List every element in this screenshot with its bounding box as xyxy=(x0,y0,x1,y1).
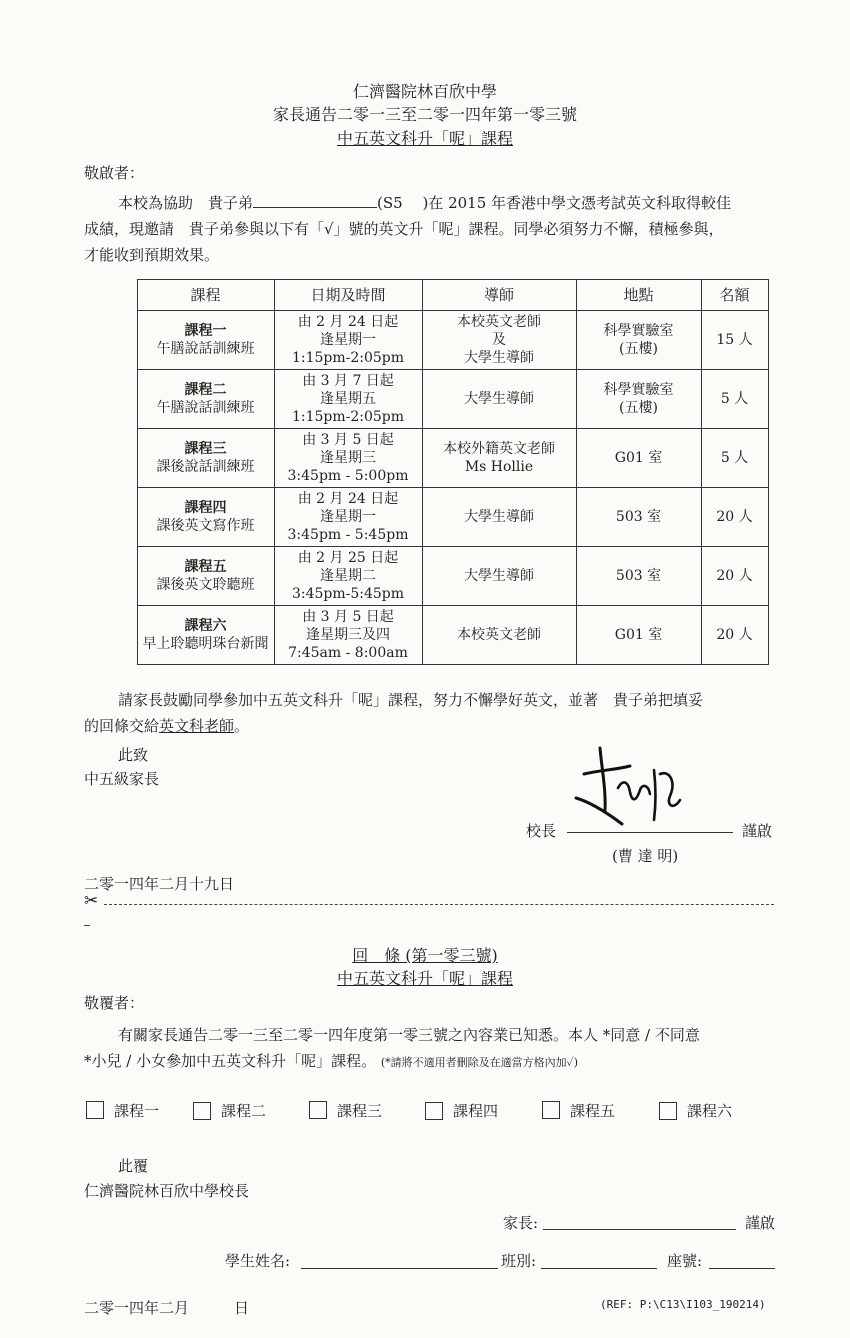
venue-cell xyxy=(576,547,701,606)
course-cell-line: 課程四 xyxy=(184,500,227,516)
student-name-label: 學生姓名: xyxy=(225,1252,291,1270)
intro-line1-b: (S5 )在 2015 年香港中學文憑考試英文科取得較佳 xyxy=(377,194,732,212)
checkbox-label: 課程四 xyxy=(453,1102,499,1120)
reply-date: 二零一四年二月 日 xyxy=(84,1299,250,1317)
salutation: 敬啟者： xyxy=(84,164,145,182)
quota-cell-line: 15 人 xyxy=(716,332,753,348)
tutor-cell-line: 本校外籍英文老師 xyxy=(443,441,555,457)
seat-field[interactable] xyxy=(709,1268,775,1269)
datetime-cell-line: 1:15pm-2:05pm xyxy=(291,409,405,425)
tutor-cell-line: 本校英文老師 xyxy=(457,314,541,330)
datetime-cell-line: 由 3 月 5 日起 xyxy=(302,609,394,625)
datetime-cell xyxy=(274,429,422,488)
datetime-cell-line: 逢星期一 xyxy=(320,332,376,348)
class-field[interactable] xyxy=(541,1268,657,1269)
notice-number: 家長通告二零一三至二零一四年第一零三號 xyxy=(272,105,577,124)
table-row xyxy=(85,488,768,547)
checkbox-course-5[interactable] xyxy=(542,1101,560,1119)
tutor-cell-line: 大學生導師 xyxy=(464,568,534,584)
quota-cell xyxy=(701,488,768,547)
venue-cell-line: 503 室 xyxy=(615,509,662,525)
dash-fragment xyxy=(84,925,90,926)
reply-salutation: 敬覆者： xyxy=(84,994,145,1012)
reply-line2: *小兒 / 小女參加中五英文科升「呢」課程。 xyxy=(84,1052,377,1070)
course-title: 中五英文科升「呢」課程 xyxy=(336,129,513,148)
seat-label: 座號: xyxy=(667,1252,703,1270)
datetime-cell-line: 3:45pm-5:45pm xyxy=(291,586,405,602)
header-datetime: 日期及時間 xyxy=(274,280,422,311)
quota-cell xyxy=(701,606,768,665)
checkbox-label: 課程一 xyxy=(114,1102,160,1120)
closing-line1: 請家長鼓勵同學參加中五英文科升「呢」課程，努力不懈學好英文，並著 貴子弟把填妥 xyxy=(118,691,704,709)
principal-name: (曹 達 明) xyxy=(612,847,679,865)
datetime-cell-line: 由 2 月 24 日起 xyxy=(297,491,399,507)
datetime-cell-line: 3:45pm - 5:00pm xyxy=(287,468,409,484)
venue-cell-line: G01 室 xyxy=(614,627,663,643)
datetime-cell-line: 逢星期三 xyxy=(320,450,376,466)
tutor-cell-line: 及 xyxy=(492,332,506,348)
datetime-cell xyxy=(274,370,422,429)
course-cell-line: 午膳說話訓練班 xyxy=(156,341,255,357)
class-label: 班別: xyxy=(501,1252,537,1270)
course-cell xyxy=(137,547,274,606)
student-name-field[interactable] xyxy=(301,1268,498,1269)
datetime-cell xyxy=(274,311,422,370)
venue-cell xyxy=(576,370,701,429)
tutor-cell-line: 大學生導師 xyxy=(464,391,534,407)
venue-cell-line: 科學實驗室 xyxy=(603,382,674,398)
tutor-cell-line: 本校英文老師 xyxy=(457,627,541,643)
venue-cell xyxy=(576,488,701,547)
datetime-cell-line: 1:15pm-2:05pm xyxy=(291,350,405,366)
reply-title: 回 條 (第一零三號) xyxy=(352,946,498,965)
header-venue: 地點 xyxy=(576,280,701,311)
quota-cell xyxy=(701,311,768,370)
tutor-cell xyxy=(422,429,576,488)
parent-signature-field[interactable] xyxy=(543,1229,736,1230)
course-cell xyxy=(137,370,274,429)
course-cell-line: 課程二 xyxy=(184,382,227,398)
reply-to: 仁濟醫院林百欣中學校長 xyxy=(84,1182,250,1200)
cut-line xyxy=(84,891,774,911)
principal-signature xyxy=(570,740,690,832)
checkbox-course-6[interactable] xyxy=(659,1102,677,1120)
datetime-cell xyxy=(274,606,422,665)
header-quota: 名額 xyxy=(701,280,768,311)
venue-cell xyxy=(576,311,701,370)
quota-cell-line: 5 人 xyxy=(720,391,749,407)
checkbox-label: 課程二 xyxy=(221,1102,267,1120)
course-cell-line: 課程六 xyxy=(184,618,227,634)
quota-cell xyxy=(701,370,768,429)
reply-line1: 有關家長通告二零一三至二零一四年度第一零三號之內容業已知悉。本人 *同意 / 不同意 xyxy=(118,1026,700,1044)
reference-code: (REF: P:\C13\I103_190214) xyxy=(600,1298,766,1311)
reply-paragraph xyxy=(84,1022,784,1076)
course-cell-line: 課後說話訓練班 xyxy=(156,459,255,475)
intro-line2: 成績，現邀請 貴子弟參與以下有「√」號的英文升「呢」課程。同學必須努力不懈，積極參與， xyxy=(84,220,724,238)
tick-column-header xyxy=(85,280,137,311)
course-cell-line: 課後英文聆聽班 xyxy=(156,577,255,593)
tick-cell[interactable] xyxy=(85,311,137,370)
datetime-cell xyxy=(274,547,422,606)
course-cell-line: 課程一 xyxy=(184,323,227,339)
checkbox-label: 課程五 xyxy=(570,1102,616,1120)
datetime-cell xyxy=(274,488,422,547)
datetime-cell-line: 逢星期五 xyxy=(320,391,376,407)
tutor-cell xyxy=(422,547,576,606)
course-schedule-table xyxy=(85,279,769,665)
checkbox-label: 課程六 xyxy=(687,1102,733,1120)
venue-cell-line: (五樓) xyxy=(619,400,658,416)
principal-respect: 謹啟 xyxy=(742,822,773,840)
table-row xyxy=(85,370,768,429)
venue-cell-line: 科學實驗室 xyxy=(603,323,674,339)
addressee: 中五級家長 xyxy=(84,770,160,788)
tutor-cell xyxy=(422,488,576,547)
closing-paragraph xyxy=(84,687,784,739)
tick-cell[interactable] xyxy=(85,547,137,606)
reply-note: (*請將不適用者刪除及在適當方格內加✓) xyxy=(380,1056,579,1069)
quota-cell xyxy=(701,547,768,606)
table-row xyxy=(85,547,768,606)
course-cell xyxy=(137,488,274,547)
intro-paragraph xyxy=(84,190,784,268)
datetime-cell-line: 逢星期一 xyxy=(320,509,376,525)
quota-cell-line: 20 人 xyxy=(716,627,753,643)
datetime-cell-line: 由 3 月 5 日起 xyxy=(302,432,394,448)
closing-line2-end: 。 xyxy=(234,717,250,735)
datetime-cell-line: 由 2 月 24 日起 xyxy=(297,314,399,330)
signature-line xyxy=(567,832,733,833)
datetime-cell-line: 3:45pm - 5:45pm xyxy=(287,527,409,543)
datetime-cell-line: 由 3 月 7 日起 xyxy=(302,373,394,389)
scissors-icon: ✂ xyxy=(84,891,99,911)
tick-cell[interactable] xyxy=(85,488,137,547)
school-name: 仁濟醫院林百欣中學 xyxy=(352,82,497,101)
course-cell xyxy=(137,429,274,488)
table-row xyxy=(85,429,768,488)
course-cell-line: 課程五 xyxy=(184,559,227,575)
yours-text: 此致 xyxy=(118,746,149,764)
tutor-cell xyxy=(422,606,576,665)
course-cell xyxy=(137,311,274,370)
header-tutor: 導師 xyxy=(422,280,576,311)
datetime-cell-line: 7:45am - 8:00am xyxy=(288,645,408,661)
course-cell-line: 課後英文寫作班 xyxy=(156,518,255,534)
checkbox-label: 課程三 xyxy=(337,1102,383,1120)
table-row xyxy=(85,311,768,370)
datetime-cell-line: 由 2 月 25 日起 xyxy=(297,550,399,566)
venue-cell-line: (五樓) xyxy=(619,341,658,357)
venue-cell xyxy=(576,606,701,665)
venue-cell-line: G01 室 xyxy=(614,450,663,466)
reply-respect: 謹啟 xyxy=(745,1214,776,1232)
quota-cell-line: 5 人 xyxy=(720,450,749,466)
tutor-cell-line: 大學生導師 xyxy=(464,509,534,525)
student-name-blank[interactable] xyxy=(253,193,377,208)
course-cell xyxy=(137,606,274,665)
table-row xyxy=(85,606,768,665)
reply-subtitle: 中五英文科升「呢」課程 xyxy=(336,969,513,988)
closing-line2: 的回條交給 xyxy=(84,717,160,735)
tutor-cell xyxy=(422,370,576,429)
principal-label: 校長 xyxy=(526,822,557,840)
intro-line1-a: 本校為協助 貴子弟 xyxy=(118,194,254,212)
quota-cell-line: 20 人 xyxy=(716,509,753,525)
checkbox-course-2[interactable] xyxy=(193,1102,211,1120)
tutor-cell-line: 大學生導師 xyxy=(464,350,534,366)
checkbox-course-1[interactable] xyxy=(86,1101,104,1119)
datetime-cell-line: 逢星期二 xyxy=(320,568,376,584)
dashed-divider xyxy=(104,904,774,905)
tick-cell[interactable] xyxy=(85,606,137,665)
reply-yours: 此覆 xyxy=(118,1157,149,1175)
tick-cell[interactable] xyxy=(85,370,137,429)
tick-cell[interactable] xyxy=(85,429,137,488)
venue-cell-line: 503 室 xyxy=(615,568,662,584)
quota-cell-line: 20 人 xyxy=(716,568,753,584)
venue-cell xyxy=(576,429,701,488)
datetime-cell-line: 逢星期三及四 xyxy=(306,627,390,643)
tutor-cell-line: Ms Hollie xyxy=(464,459,534,475)
course-cell-line: 午膳說話訓練班 xyxy=(156,400,255,416)
quota-cell xyxy=(701,429,768,488)
header-course: 課程 xyxy=(137,280,274,311)
course-cell-line: 課程三 xyxy=(184,441,227,457)
english-teacher-text: 英文科老師 xyxy=(159,717,235,735)
tutor-cell xyxy=(422,311,576,370)
table-header-row xyxy=(85,280,768,311)
notice-date: 二零一四年二月十九日 xyxy=(84,875,235,893)
intro-line3: 才能收到預期效果。 xyxy=(84,246,220,264)
checkbox-course-4[interactable] xyxy=(425,1102,443,1120)
checkbox-course-3[interactable] xyxy=(309,1101,327,1119)
parent-label: 家長: xyxy=(503,1214,539,1232)
course-cell-line: 早上聆聽明珠台新聞 xyxy=(142,636,269,652)
